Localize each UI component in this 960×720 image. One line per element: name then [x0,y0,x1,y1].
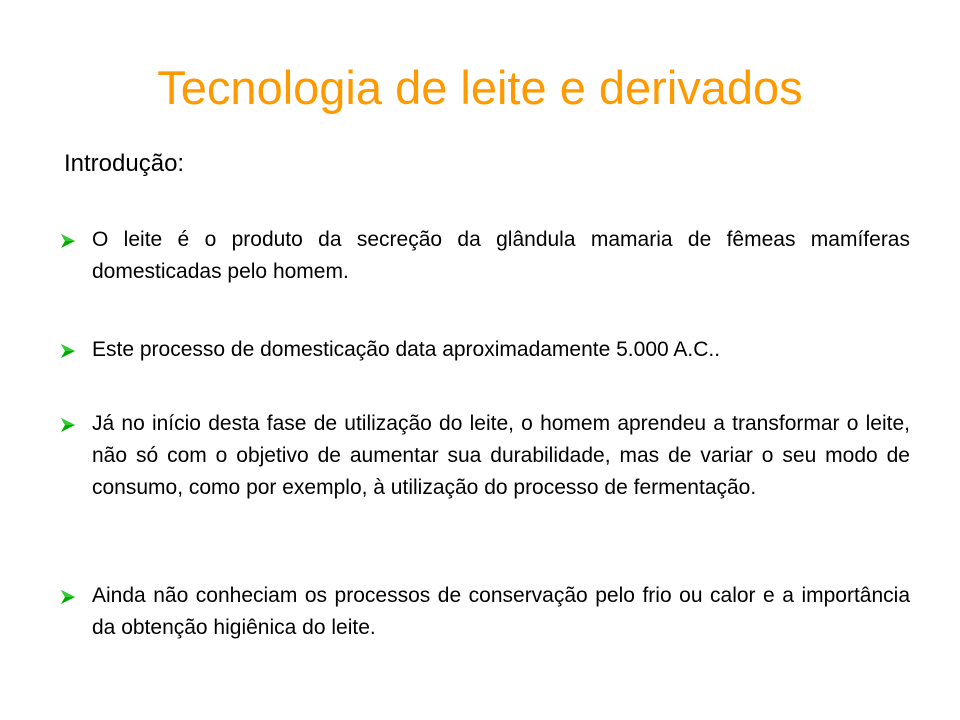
bullet-item [60,224,910,288]
slide-subtitle: Introdução: [64,150,185,177]
arrowhead-bullet-icon [60,589,76,605]
arrowhead-bullet-icon [60,343,76,359]
arrowhead-bullet-icon [60,417,76,433]
arrowhead-bullet-icon [60,233,76,249]
bullet-item [60,408,910,504]
bullet-item [60,334,910,366]
bullet-text: Ainda não conheciam os processos de conservação pelo frio ou calor e a importância da obtenção higiênica do leite. [92,584,910,639]
slide-title: Tecnologia de leite e derivados [157,61,803,114]
bullet-item [60,580,910,644]
bullet-text: Este processo de domesticação data aproximadamente 5.000 A.C.. [92,338,721,361]
bullet-text: O leite é o produto da secreção da glândula mamaria de fêmeas mamíferas domesticadas pelo homem. [92,228,910,283]
bullet-text: Já no início desta fase de utilização do leite, o homem aprendeu a transformar o leite, não só com o objetivo de aumentar sua durabilidade, mas de variar o seu modo de consumo, como por exemplo, à utilização do processo de fermentação. [92,412,910,499]
